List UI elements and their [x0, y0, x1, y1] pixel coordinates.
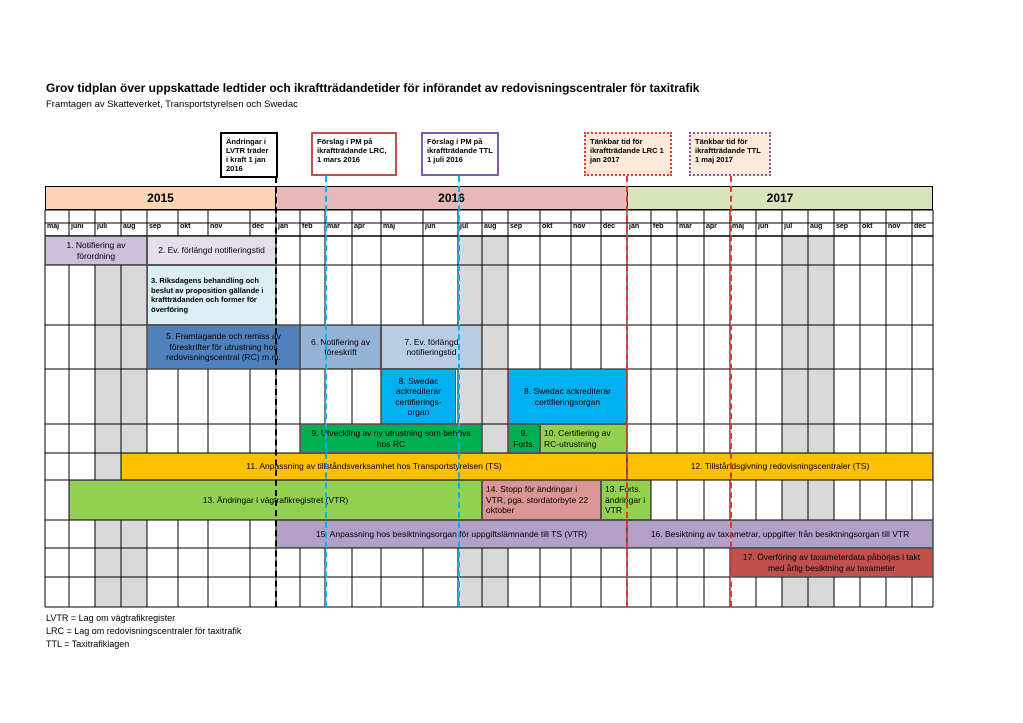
task-6: 6. Notifiering av föreskrift — [300, 325, 381, 369]
month-label: nov — [210, 223, 223, 230]
month-label: okt — [862, 223, 873, 230]
month-label: okt — [180, 223, 191, 230]
month-label: apr — [354, 223, 365, 230]
callout-lrc-pm: Förslag i PM på ikraftträdande LRC, 1 mars 2016 — [311, 132, 397, 176]
task-12: 12. Tillståndsgivning redovisningscentraler (TS) — [627, 453, 933, 480]
month-label: jun — [758, 223, 769, 230]
task-16: 16. Besiktning av taxametrar, uppgifter från besiktningsorgan till VTR — [627, 520, 933, 548]
marker-line-lrc-2017 — [626, 176, 628, 607]
marker-line-lrc-pm — [325, 176, 327, 607]
month-label: sep — [836, 223, 849, 230]
task-7: 7. Ev. förlängd notifieringstid — [381, 325, 482, 369]
month-label: nov — [888, 223, 901, 230]
task-8b: 8. Swedac ackrediterar certifieringsorgan — [508, 369, 627, 424]
month-label: jul — [784, 223, 793, 230]
month-label: maj — [732, 223, 745, 230]
month-label: dec — [252, 223, 265, 230]
month-label: maj — [383, 223, 396, 230]
callout-ttl-2017: Tänkbar tid för ikraftträdande TTL 1 maj 2017 — [689, 132, 771, 176]
legend-item-lrc: LRC = Lag om redovisningscentraler för taxitrafik — [46, 626, 242, 636]
abbreviation-legend — [46, 612, 241, 651]
callout-ttl-pm: Förslag i PM på ikraftträdande TTL 1 juli 2016 — [421, 132, 499, 176]
month-label: sep — [149, 223, 162, 230]
task-1: 1. Notifiering av förordning — [45, 236, 147, 265]
month-label: aug — [484, 223, 497, 230]
month-label: mar — [679, 223, 692, 230]
task-9a: 9. Utveckling av ny utrustning som behövs hos RC — [300, 424, 482, 453]
marker-line-lvtr — [275, 177, 277, 607]
task-11: 11. Anpassning av tillståndsverksamhet hos Transportstyrelsen (TS) — [121, 453, 627, 480]
task-9b: 9. Forts. — [508, 424, 540, 453]
month-label: jun — [425, 223, 436, 230]
month-label: mar — [327, 223, 340, 230]
task-13-forts: 13. Forts. ändringar i VTR — [601, 480, 651, 520]
month-label: jul — [460, 223, 469, 230]
month-label: aug — [123, 223, 136, 230]
month-label: dec — [603, 223, 616, 230]
task-8a: 8. Swedac ackrediterar certifierings-organ — [381, 369, 456, 424]
legend-item-ttl: TTL = Taxitrafiklagen — [46, 639, 130, 649]
task-5: 5. Framtagande och remiss av föreskrifter för utrustning hos redovisningscentral (RC) m.m. — [147, 325, 300, 369]
callout-lvtr: Ändringar i LVTR träder i kraft 1 jan 2016 — [220, 132, 278, 178]
task-17: 17. Överföring av taxameterdata påbörjas i takt med årlig besiktning av taxameter — [730, 548, 933, 577]
page-subtitle: Framtagen av Skatteverket, Transportstyrelsen och Swedac — [46, 99, 298, 110]
month-label: aug — [810, 223, 823, 230]
month-label: feb — [302, 223, 313, 230]
marker-line-ttl-2017 — [730, 176, 732, 607]
month-label: maj — [47, 223, 60, 230]
marker-line-ttl-pm — [458, 176, 460, 607]
month-label: juni — [71, 223, 84, 230]
month-label: nov — [573, 223, 586, 230]
task-13: 13. Ändringar i vägtrafikregistret (VTR) — [69, 480, 482, 520]
task-2: 2. Ev. förlängd notifieringstid — [147, 236, 276, 265]
year-2017: 2017 — [627, 186, 933, 210]
year-2015: 2015 — [45, 186, 276, 210]
page-title: Grov tidplan över uppskattade ledtider och ikraftträdandetider för införandet av redovisningscentraler för taxitrafik — [46, 81, 700, 95]
month-label: okt — [542, 223, 553, 230]
task-15: 15. Anpassning hos besiktningsorgan för uppgiftslämnande till TS (VTR) — [276, 520, 627, 548]
task-14: 14. Stopp för ändringar i VTR, pga. stordatorbyte 22 oktober — [482, 480, 601, 520]
month-label: apr — [706, 223, 717, 230]
month-label: dec — [914, 223, 927, 230]
month-label: feb — [653, 223, 664, 230]
year-2016: 2016 — [275, 186, 628, 210]
callout-lrc-2017: Tänkbar tid för ikraftträdande LRC 1 jan 2017 — [584, 132, 672, 176]
task-3: 3. Riksdagens behandling och beslut av proposition gällande i kraftträdanden och former för överföring — [147, 265, 276, 325]
task-10: 10. Certifiering av RC-utrustning — [540, 424, 627, 453]
month-label: jan — [278, 223, 289, 230]
legend-item-lvtr: LVTR = Lag om vägtrafikregister — [46, 613, 176, 623]
month-label: sep — [510, 223, 523, 230]
month-label: jan — [629, 223, 640, 230]
month-label: juli — [97, 223, 108, 230]
